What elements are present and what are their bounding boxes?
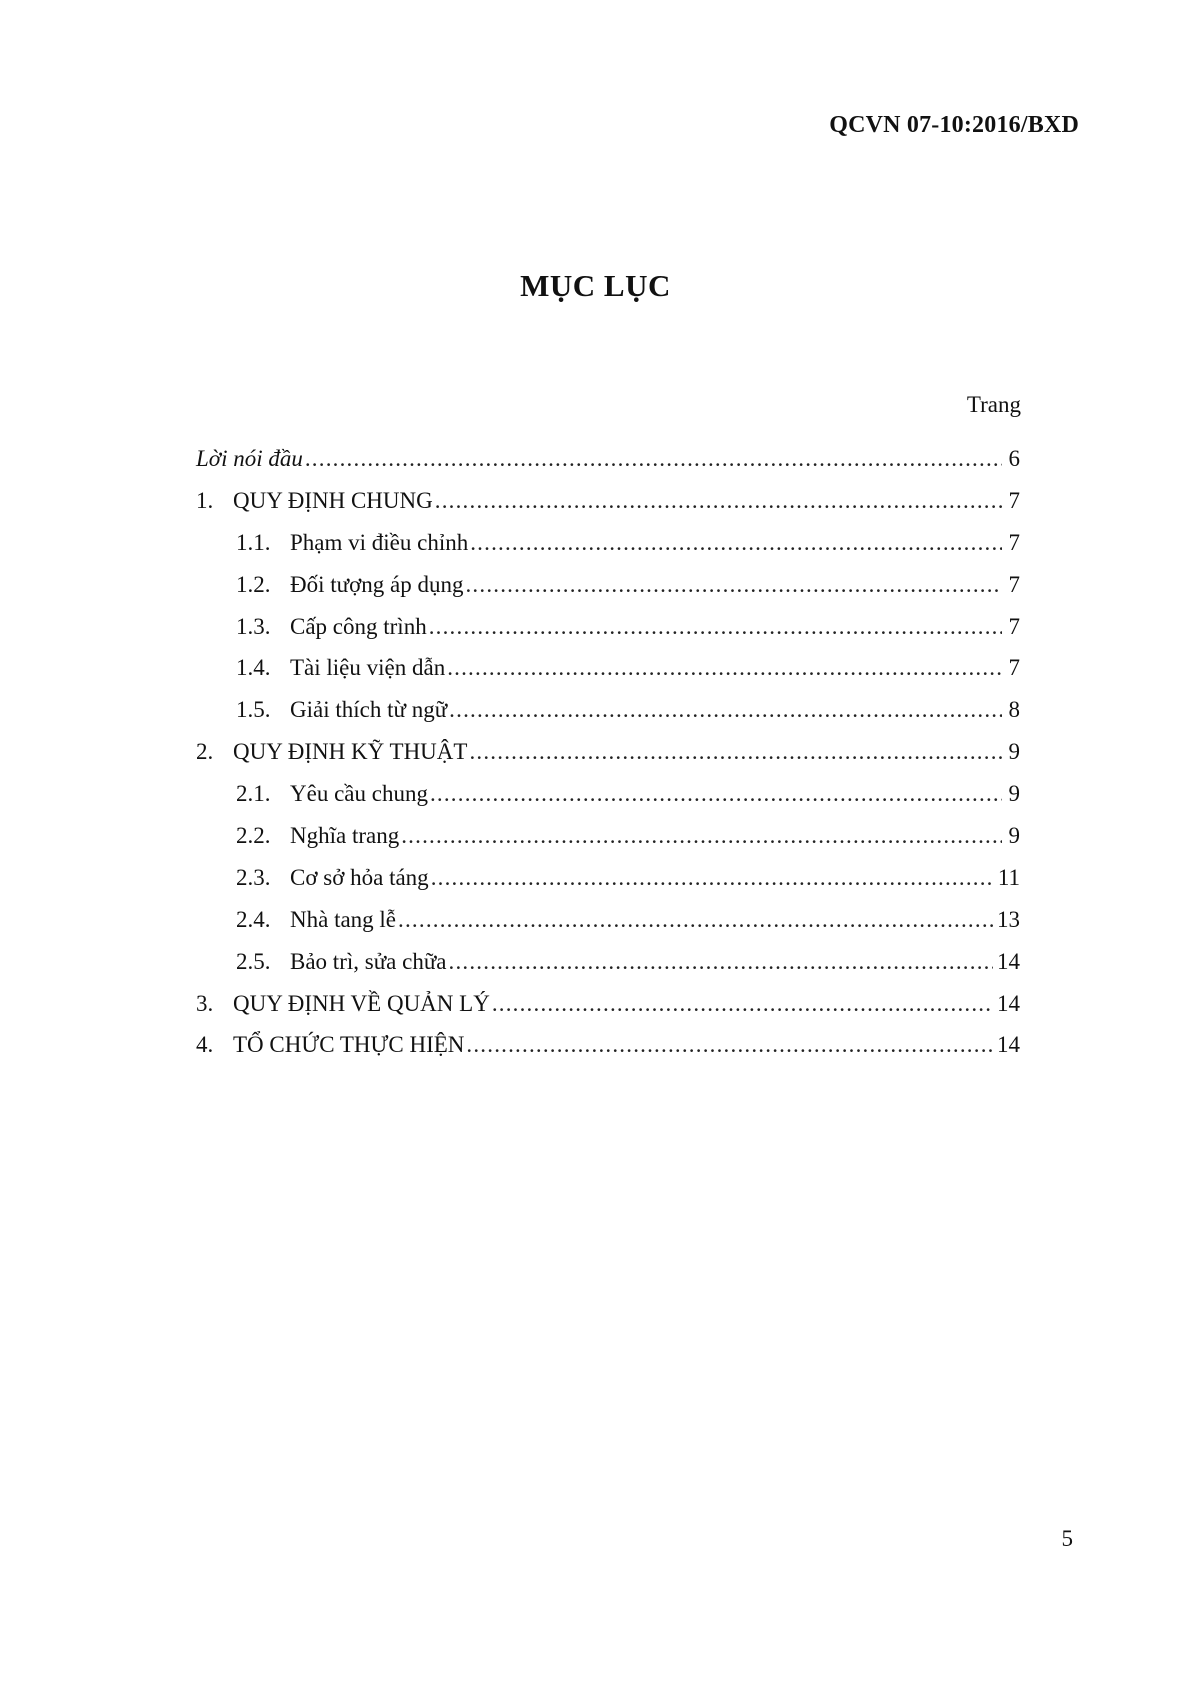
toc-entry[interactable] — [196, 480, 1020, 522]
toc-entry-title: Giải thích từ ngữ — [290, 697, 448, 723]
toc-entry-page: 9 — [1008, 739, 1020, 765]
toc-entry[interactable] — [196, 731, 1020, 773]
toc-entry-number: 3. — [196, 990, 214, 1016]
toc-entry[interactable] — [196, 438, 1020, 480]
toc-entry[interactable] — [196, 689, 1020, 731]
toc-entry[interactable] — [196, 983, 1020, 1025]
toc-dot-leader — [435, 480, 1002, 522]
toc-entry-page: 7 — [1008, 529, 1020, 555]
toc-entry-number: 1.1. — [236, 529, 271, 555]
toc-entry-number: 2.5. — [236, 948, 271, 974]
toc-dot-leader — [470, 522, 1002, 564]
toc-entry-number: 2.3. — [236, 864, 271, 890]
toc-dot-leader — [398, 899, 993, 941]
toc-dot-leader — [401, 815, 1002, 857]
toc-dot-leader — [492, 983, 993, 1025]
toc-entry-page: 6 — [1008, 446, 1020, 471]
toc-entry-title: Lời nói đầu — [196, 446, 303, 471]
page-title: MỤC LỤC — [520, 268, 671, 303]
toc-entry-number: 2.4. — [236, 906, 271, 932]
toc-entry-page: 11 — [997, 864, 1020, 890]
toc-entry[interactable] — [196, 522, 1020, 564]
toc-entry-title: Nghĩa trang — [290, 823, 400, 849]
toc-entry-title: Bảo trì, sửa chữa — [290, 948, 447, 974]
toc-entry[interactable] — [196, 564, 1020, 606]
toc-entry-title: TỔ CHỨC THỰC HIỆN — [233, 1032, 465, 1058]
table-of-contents — [196, 438, 1020, 1066]
toc-entry-title: QUY ĐỊNH KỸ THUẬT — [233, 739, 468, 765]
toc-entry-page: 9 — [1008, 781, 1020, 807]
toc-entry[interactable] — [196, 606, 1020, 648]
toc-entry[interactable] — [196, 1024, 1020, 1066]
toc-entry[interactable] — [196, 941, 1020, 983]
toc-entry-title: QUY ĐỊNH CHUNG — [233, 487, 433, 513]
toc-dot-leader — [431, 857, 994, 899]
toc-entry-title: Cơ sở hỏa táng — [290, 864, 429, 890]
toc-entry-title: Cấp công trình — [290, 613, 427, 639]
toc-dot-leader — [466, 1024, 993, 1066]
toc-entry-page: 7 — [1008, 613, 1020, 639]
toc-entry-title: Tài liệu viện dẫn — [290, 655, 446, 681]
toc-entry-page: 7 — [1008, 655, 1020, 681]
toc-entry-page: 7 — [1008, 487, 1020, 513]
toc-dot-leader — [469, 731, 1002, 773]
toc-entry[interactable] — [196, 815, 1020, 857]
toc-dot-leader — [430, 773, 1002, 815]
toc-dot-leader — [465, 564, 1002, 606]
toc-entry[interactable] — [196, 773, 1020, 815]
toc-entry-number: 1.3. — [236, 613, 271, 639]
toc-entry-title: Phạm vi điều chỉnh — [290, 529, 469, 555]
toc-entry-page: 9 — [1008, 823, 1020, 849]
toc-entry-page: 13 — [997, 906, 1020, 932]
toc-entry[interactable] — [196, 857, 1020, 899]
toc-dot-leader — [447, 647, 1002, 689]
toc-entry-number: 2.1. — [236, 781, 271, 807]
toc-entry-number: 1. — [196, 487, 214, 513]
toc-entry[interactable] — [196, 899, 1020, 941]
toc-dot-leader — [305, 438, 1002, 480]
toc-entry-number: 1.4. — [236, 655, 271, 681]
toc-entry[interactable] — [196, 647, 1020, 689]
toc-entry-page: 8 — [1008, 697, 1020, 723]
toc-entry-number: 2.2. — [236, 823, 271, 849]
toc-entry-page: 7 — [1008, 571, 1020, 597]
toc-entry-title: Đối tượng áp dụng — [290, 571, 464, 597]
toc-entry-page: 14 — [997, 990, 1020, 1016]
toc-entry-number: 1.2. — [236, 571, 271, 597]
toc-entry-number: 4. — [196, 1032, 214, 1058]
document-code: QCVN 07-10:2016/BXD — [829, 112, 1079, 138]
toc-entry-title: QUY ĐỊNH VỀ QUẢN LÝ — [233, 990, 490, 1016]
toc-dot-leader — [449, 689, 1002, 731]
toc-dot-leader — [449, 941, 994, 983]
toc-entry-number: 1.5. — [236, 697, 271, 723]
toc-entry-page: 14 — [997, 948, 1020, 974]
toc-entry-page: 14 — [997, 1032, 1020, 1058]
toc-entry-title: Yêu cầu chung — [290, 781, 428, 807]
page-column-label: Trang — [966, 392, 1021, 417]
toc-entry-number: 2. — [196, 739, 214, 765]
toc-entry-title: Nhà tang lễ — [290, 906, 397, 932]
page-number: 5 — [1061, 1526, 1073, 1551]
toc-dot-leader — [429, 606, 1002, 648]
